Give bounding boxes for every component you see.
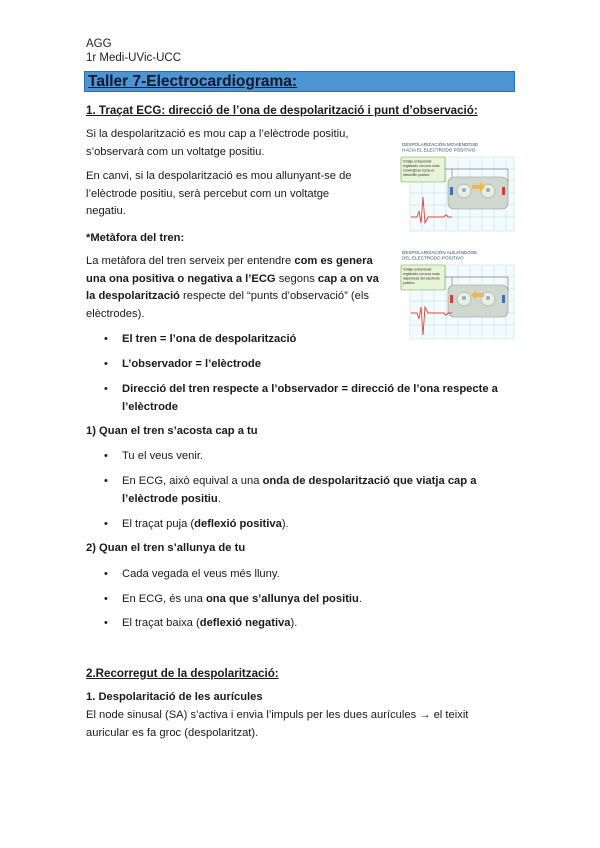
- case1-bullet-3: El traçat puja (deflexió positiva).: [122, 518, 289, 530]
- case1-bullet-1: Tu el veus venir.: [122, 450, 204, 462]
- header-course: 1r Medi-UVic-UCC: [86, 52, 181, 64]
- bullet-dot: •: [104, 383, 108, 395]
- fig2-title-line2: DEL ELECTRODO POSITIVO: [402, 255, 464, 261]
- svg-text:registrado con una onda: registrado con una onda: [403, 272, 440, 276]
- heart-tissue-strip: [448, 177, 508, 209]
- bullet-dot: •: [104, 593, 108, 605]
- svg-text:Voltaje extracelular: Voltaje extracelular: [403, 159, 432, 164]
- fig2-title-line1: DESPOLARIZACIÓN ALEJÁNDOSE: [402, 250, 478, 255]
- case1-bullet-2: En ECG, això equival a una onda de despolarització que viatja cap a l’elèctrode positiu.: [122, 475, 477, 505]
- metaphor-paragraph: La metàfora del tren serveix per entendre com es genera una ona positiva o negativa a l’ECG segons cap a on va la despolarització respecte del “punts d’observació” (els elèctrodes).: [86, 255, 379, 320]
- paragraph-negative: En canvi, si la despolarització es mou allunyant-se de l’elèctrode positiu, serà percebut com un voltatge negatiu.: [86, 170, 352, 217]
- section2-paragraph: El node sinusal (SA) s’activa i envia l’impuls per les dues aurícules → el teixit auricular es fa groc (despolaritzat).: [86, 709, 469, 739]
- positive-electrode: [450, 295, 453, 303]
- definition-direction: Direcció del tren respecte a l’observador = direcció de l’ona respecte a l’elèctrode: [122, 383, 498, 413]
- svg-text:alejándose del electrodo: alejándose del electrodo: [403, 276, 440, 281]
- case1-heading: 1) Quan el tren s’acosta cap a tu: [86, 425, 258, 437]
- svg-text:Voltaje extracelular: Voltaje extracelular: [403, 267, 432, 272]
- negative-electrode: [502, 295, 505, 303]
- header-author: AGG: [86, 38, 112, 50]
- case2-bullet-2: En ECG, és una ona que s’allunya del positiu.: [122, 593, 362, 605]
- title-bar: [84, 71, 515, 92]
- bullet-dot: •: [104, 518, 108, 530]
- figure-toward-positive: [384, 139, 520, 235]
- bullet-dot: •: [104, 568, 108, 580]
- bullet-dot: •: [104, 617, 108, 629]
- bullet-dot: •: [104, 450, 108, 462]
- figure-away-positive: [384, 247, 520, 343]
- svg-text:positivo: positivo: [403, 281, 415, 285]
- positive-electrode: [502, 187, 505, 195]
- svg-text:electrodo positivo: electrodo positivo: [403, 173, 430, 177]
- heart-tissue-strip: [448, 285, 508, 317]
- case2-heading: 2) Quan el tren s’allunya de tu: [86, 542, 246, 554]
- bullet-dot: •: [104, 333, 108, 345]
- svg-text:moviéndose hacia el: moviéndose hacia el: [403, 168, 434, 173]
- section2-subheading: 1. Despolaritació de les aurícules: [86, 691, 263, 703]
- definition-train: El tren = l’ona de despolarització: [122, 333, 297, 345]
- fig1-title-line1: DESPOLARIZACIÓN MOVIÉNDOSE: [402, 142, 479, 147]
- bullet-dot: •: [104, 358, 108, 370]
- page-title: Taller 7-Electrocardiograma:: [88, 73, 298, 90]
- ecg-diagram-away: [384, 247, 520, 343]
- section2-heading: 2.Recorregut de la despolarització:: [86, 667, 279, 680]
- ecg-diagram-toward: [384, 139, 520, 235]
- svg-text:registrado con una onda: registrado con una onda: [403, 164, 440, 168]
- section1-heading: 1. Traçat ECG: direcció de l’ona de despolarització i punt d’observació:: [86, 104, 478, 117]
- paragraph-positive: Si la despolarització es mou cap a l’elèctrode positiu, s’observarà com un voltatge positiu.: [86, 128, 349, 158]
- case2-bullet-3: El traçat baixa (deflexió negativa).: [122, 617, 298, 629]
- fig1-title-line2: HACIA EL ELECTRODO POSITIVO: [402, 147, 476, 153]
- definition-observer: L’observador = l’elèctrode: [122, 358, 261, 370]
- case2-bullet-1: Cada vegada el veus més lluny.: [122, 568, 280, 580]
- metaphor-heading: *Metàfora del tren:: [86, 232, 185, 244]
- negative-electrode: [450, 187, 453, 195]
- bullet-dot: •: [104, 475, 108, 487]
